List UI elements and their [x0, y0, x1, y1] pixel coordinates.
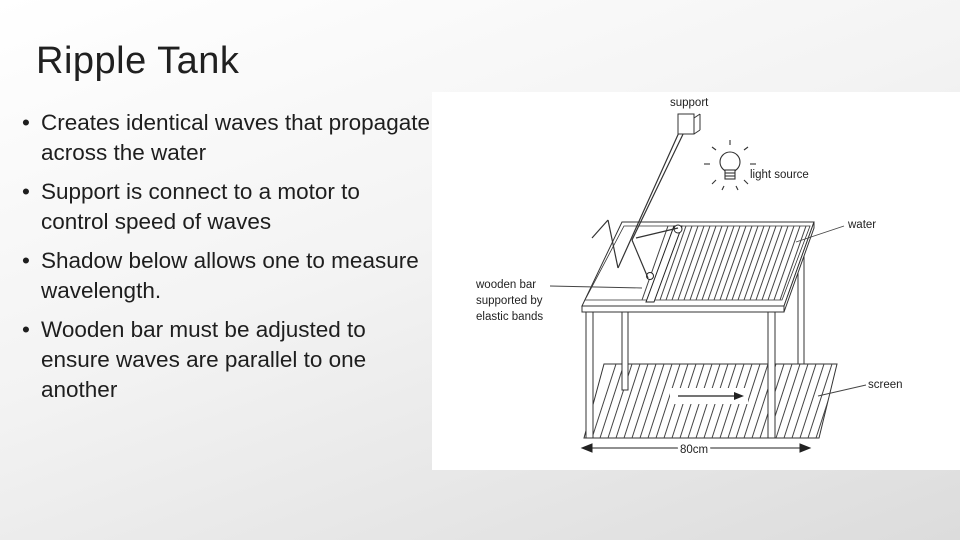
label-width: 80cm	[680, 444, 709, 456]
bullet-text: Wooden bar must be adjusted to ensure waves are parallel to one another	[41, 317, 367, 402]
label-wooden-bar-2: supported by	[476, 295, 543, 307]
bullet-text: Support is connect to a motor to control speed of waves	[41, 179, 360, 234]
bullet-list	[22, 108, 432, 414]
bullet-dot: •	[22, 179, 30, 204]
bullet-dot: •	[22, 248, 30, 273]
bullet-item	[22, 315, 432, 405]
bullet-item	[22, 108, 432, 168]
label-water: water	[848, 219, 877, 231]
bullet-item	[22, 246, 432, 306]
bullet-text: Shadow below allows one to measure wavelength.	[41, 248, 419, 303]
ripple-tank-diagram	[432, 92, 960, 470]
bullet-text: Creates identical waves that propagate across the water	[41, 110, 430, 165]
water-surface	[585, 226, 812, 300]
slide-title: Ripple Tank	[36, 40, 240, 82]
label-screen: screen	[868, 379, 903, 391]
bullet-item	[22, 177, 432, 237]
label-support: support	[670, 97, 709, 109]
bullet-dot: •	[22, 317, 30, 342]
label-wooden-bar-3: elastic bands	[476, 311, 544, 323]
ripple-tank-drawing	[432, 92, 960, 470]
bullet-dot: •	[22, 110, 30, 135]
light-bulb-icon	[704, 140, 756, 190]
label-light-source: light source	[750, 169, 809, 181]
label-wooden-bar-1: wooden bar	[476, 279, 537, 291]
